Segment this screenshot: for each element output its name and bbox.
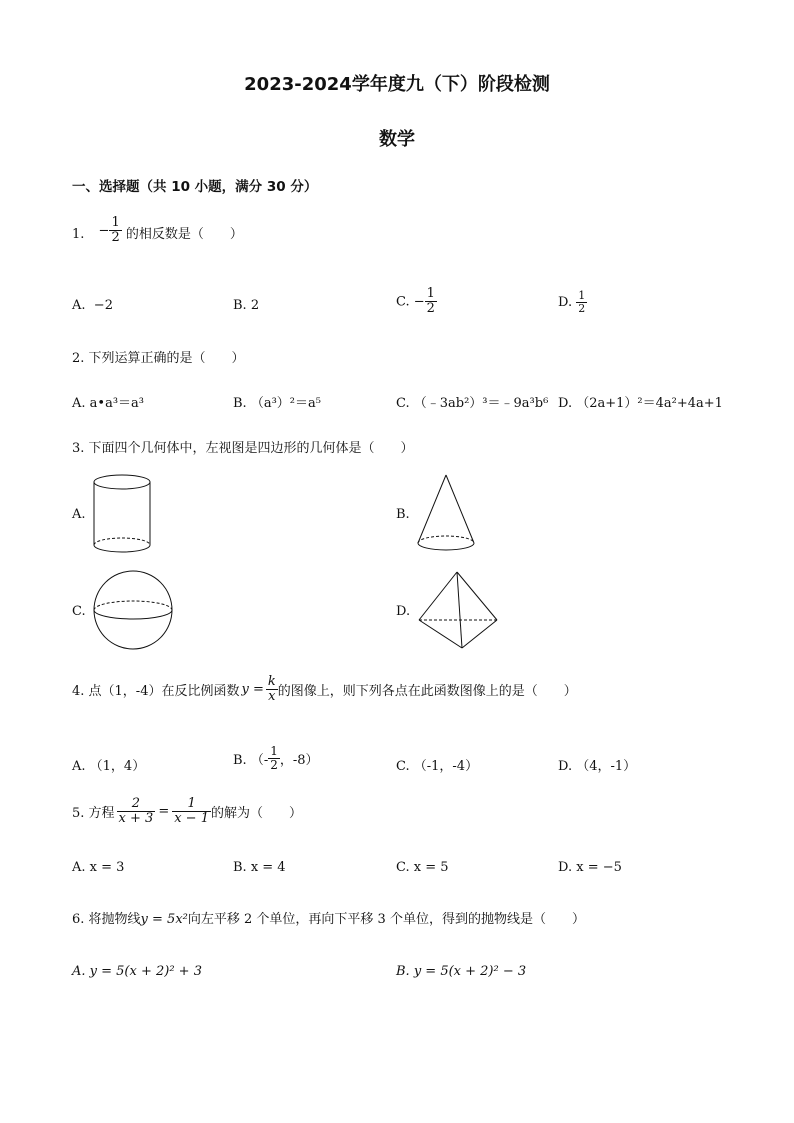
q5-option-a[interactable]: A. x = 3 xyxy=(72,860,125,875)
cylinder-figure xyxy=(90,473,154,555)
q5-left-fraction: $\frac{2}{x + 3}$ xyxy=(118,796,154,827)
q6-function: y = 5x² xyxy=(140,912,188,927)
question-2: 2. 下列运算正确的是（ ） xyxy=(72,351,245,366)
q3-option-b[interactable]: B. xyxy=(396,507,410,522)
q2-option-d[interactable]: D. （2a+1）²＝4a²+4a+1 xyxy=(558,396,723,411)
q1-option-a[interactable]: A. −2 xyxy=(72,298,113,313)
q1-option-c[interactable]: C. − $\frac{1}{2}$ xyxy=(396,286,435,317)
q3-option-c[interactable]: C. xyxy=(72,604,86,619)
q6-option-a[interactable]: A. y = 5(x + 2)² + 3 xyxy=(72,964,202,979)
cone-figure xyxy=(414,473,480,555)
q5-option-b[interactable]: B. x = 4 xyxy=(233,860,286,875)
page-title: 2023-2024学年度九（下）阶段检测 xyxy=(244,74,550,95)
tetrahedron-figure xyxy=(417,570,501,652)
question-6: 6. 将抛物线y = 5x²向左平移 2 个单位，再向下平移 3 个单位，得到的抛物线是（ ） xyxy=(72,912,585,927)
q2-option-c[interactable]: C. （﹣3ab²）³＝﹣9a³b⁶ xyxy=(396,396,549,411)
q3-option-a[interactable]: A. xyxy=(72,507,86,522)
q6-option-b[interactable]: B. y = 5(x + 2)² − 3 xyxy=(396,964,527,979)
q4-option-b[interactable]: B. （- $\frac{1}{2}$ ，-8） xyxy=(233,744,319,773)
q4-function-lhs: y = xyxy=(241,682,264,698)
question-1-number: 1. xyxy=(72,226,85,242)
question-4: 4. 点（1，-4）在反比例函数 y = $\frac{k}{x}$ 的图像上，则下列各点在此函数图像上的是（ ） xyxy=(72,674,577,705)
q4-option-c[interactable]: C. （-1，-4） xyxy=(396,759,479,774)
q2-option-b[interactable]: B. （a³）²＝a⁵ xyxy=(233,396,321,411)
question-1-fraction: $\frac{1}{2}$ xyxy=(111,215,120,246)
q1-option-d[interactable]: D. $\frac{1}{2}$ xyxy=(558,289,586,316)
q3-option-d[interactable]: D. xyxy=(396,604,411,619)
q5-right-fraction: $\frac{1}{x - 1}$ xyxy=(174,796,209,827)
q5-option-d[interactable]: D. x = −5 xyxy=(558,860,622,875)
sphere-figure xyxy=(92,570,176,652)
question-1 xyxy=(72,216,243,246)
q1-option-b[interactable]: B. 2 xyxy=(233,298,260,313)
question-1-text: 的相反数是（ ） xyxy=(125,226,243,242)
question-3: 3. 下面四个几何体中，左视图是四边形的几何体是（ ） xyxy=(72,441,414,456)
q5-option-c[interactable]: C. x = 5 xyxy=(396,860,449,875)
q4-option-a[interactable]: A. （1，4） xyxy=(72,759,146,774)
q4-function-fraction: $\frac{k}{x}$ xyxy=(267,674,276,705)
q4-option-d[interactable]: D. （4，-1） xyxy=(558,759,637,774)
subject-title: 数学 xyxy=(379,129,415,150)
question-1-fraction-sign: − xyxy=(98,223,110,239)
section-heading: 一、选择题（共 10 小题，满分 30 分） xyxy=(72,179,318,195)
question-5: 5. 方程 $\frac{2}{x + 3}$ = $\frac{1}{x - 1}$ 的解为（ ） xyxy=(72,796,302,827)
q2-option-a[interactable]: A. a•a³＝a³ xyxy=(72,396,144,411)
